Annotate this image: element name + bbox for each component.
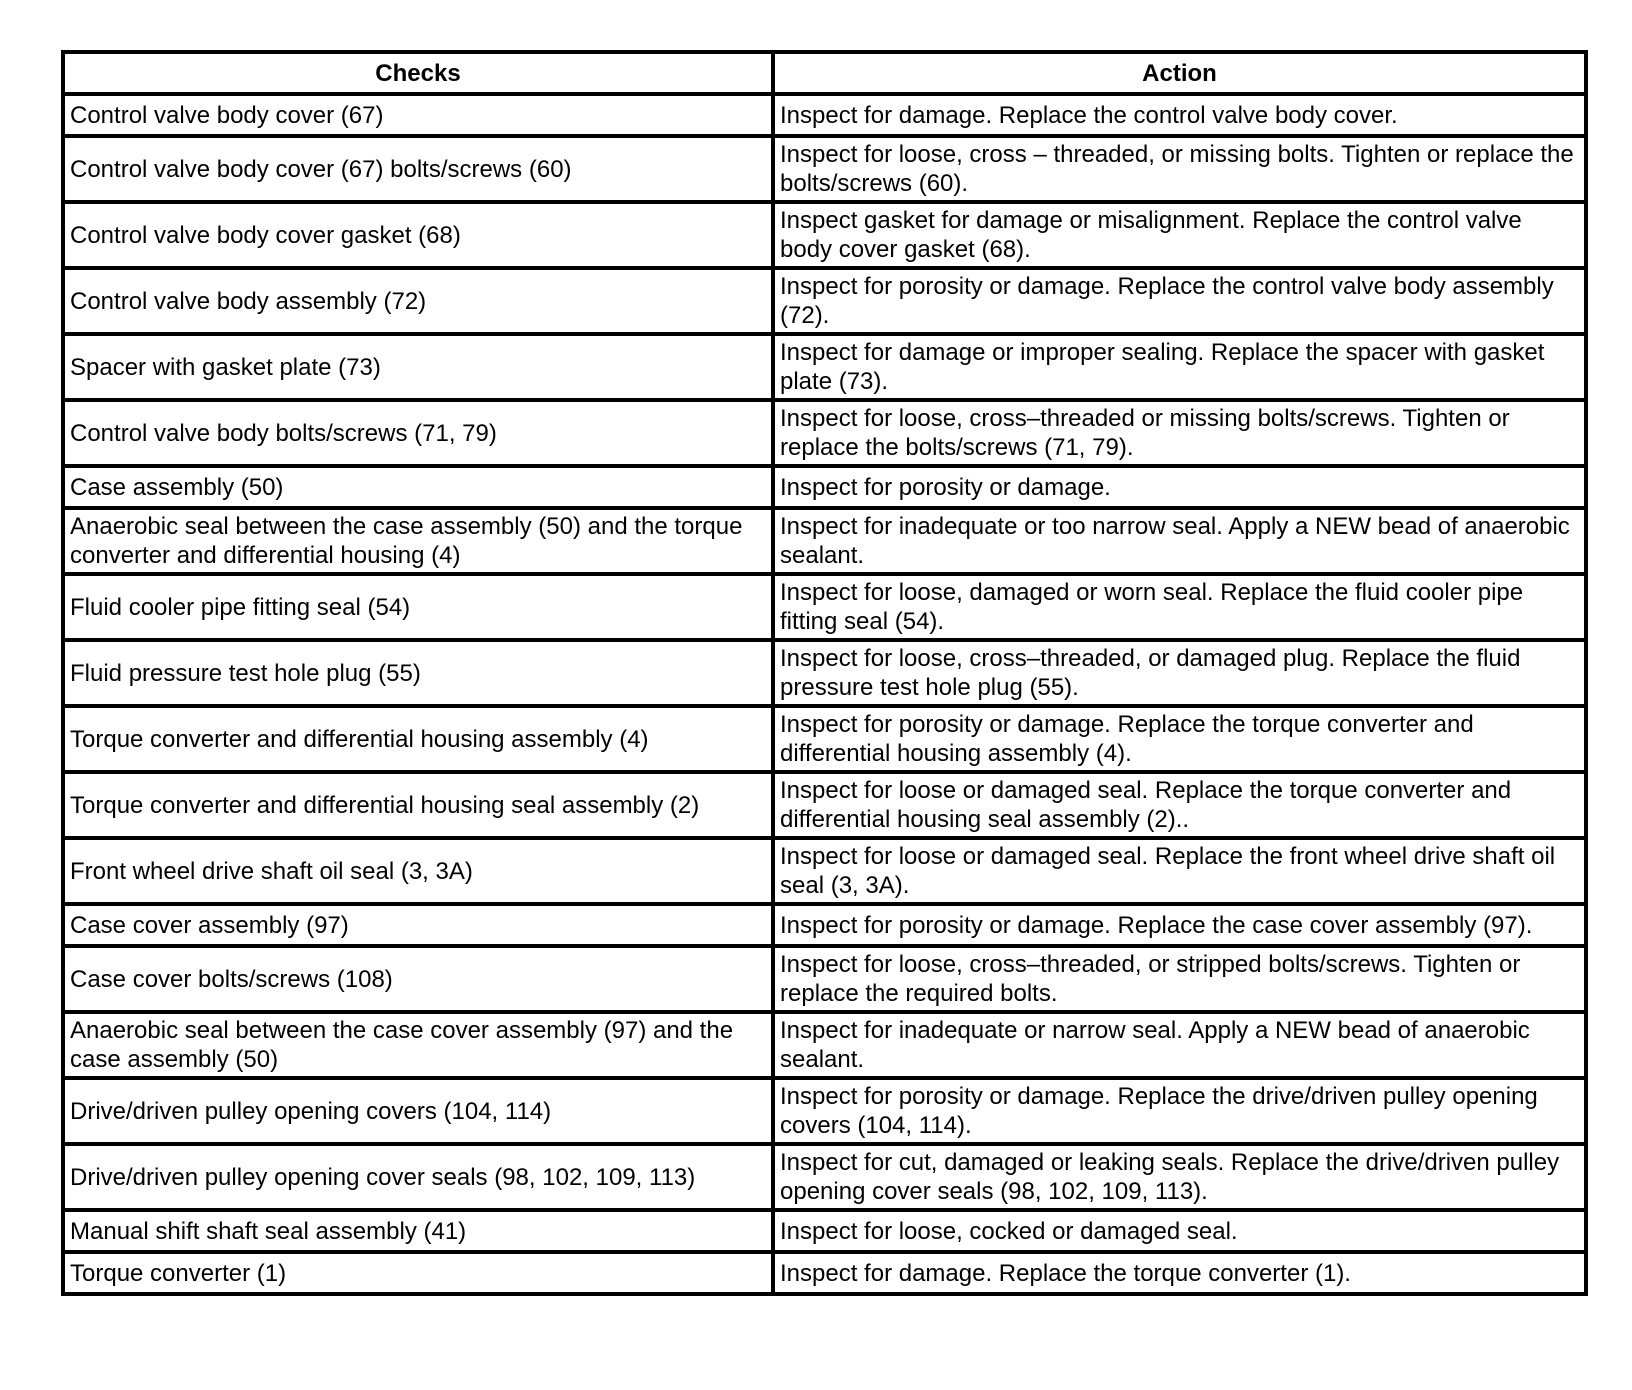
table-row [63, 640, 1586, 706]
action-cell: Inspect for porosity or damage. Replace the case cover assembly (97). [773, 904, 1586, 946]
action-cell: Inspect for loose, cross – threaded, or missing bolts. Tighten or replace the bolts/screws (60). [773, 136, 1586, 202]
table-row [63, 334, 1586, 400]
check-cell: Torque converter (1) [63, 1252, 773, 1294]
table-row [63, 94, 1586, 136]
check-cell: Spacer with gasket plate (73) [63, 334, 773, 400]
action-cell: Inspect for loose, cross–threaded, or stripped bolts/screws. Tighten or replace the required bolts. [773, 946, 1586, 1012]
action-cell: Inspect for porosity or damage. [773, 466, 1586, 508]
check-cell: Fluid cooler pipe fitting seal (54) [63, 574, 773, 640]
table-row [63, 1078, 1586, 1144]
action-cell: Inspect for damage. Replace the control valve body cover. [773, 94, 1586, 136]
action-cell: Inspect for cut, damaged or leaking seals. Replace the drive/driven pulley opening cover seals (98, 102, 109, 113). [773, 1144, 1586, 1210]
check-cell: Control valve body cover (67) bolts/screws (60) [63, 136, 773, 202]
table-row [63, 1144, 1586, 1210]
check-cell: Case cover bolts/screws (108) [63, 946, 773, 1012]
action-cell: Inspect for porosity or damage. Replace the control valve body assembly (72). [773, 268, 1586, 334]
check-cell: Case cover assembly (97) [63, 904, 773, 946]
check-cell: Control valve body cover gasket (68) [63, 202, 773, 268]
table-row [63, 772, 1586, 838]
check-cell: Case assembly (50) [63, 466, 773, 508]
check-cell: Torque converter and differential housing seal assembly (2) [63, 772, 773, 838]
table-row [63, 838, 1586, 904]
action-cell: Inspect for loose, cross–threaded or missing bolts/screws. Tighten or replace the bolts/screws (71, 79). [773, 400, 1586, 466]
table-row [63, 202, 1586, 268]
table-row [63, 706, 1586, 772]
action-cell: Inspect for inadequate or narrow seal. Apply a NEW bead of anaerobic sealant. [773, 1012, 1586, 1078]
action-cell: Inspect gasket for damage or misalignment. Replace the control valve body cover gasket (68). [773, 202, 1586, 268]
check-cell: Manual shift shaft seal assembly (41) [63, 1210, 773, 1252]
action-cell: Inspect for inadequate or too narrow seal. Apply a NEW bead of anaerobic sealant. [773, 508, 1586, 574]
table-row [63, 466, 1586, 508]
action-cell: Inspect for loose, damaged or worn seal. Replace the fluid cooler pipe fitting seal (54). [773, 574, 1586, 640]
table-row [63, 508, 1586, 574]
table-row [63, 136, 1586, 202]
check-cell: Front wheel drive shaft oil seal (3, 3A) [63, 838, 773, 904]
check-cell: Control valve body assembly (72) [63, 268, 773, 334]
table-row [63, 904, 1586, 946]
header-checks: Checks [63, 52, 773, 94]
check-cell: Torque converter and differential housing assembly (4) [63, 706, 773, 772]
check-cell: Drive/driven pulley opening covers (104, 114) [63, 1078, 773, 1144]
check-cell: Drive/driven pulley opening cover seals (98, 102, 109, 113) [63, 1144, 773, 1210]
checks-action-table [61, 50, 1588, 1296]
check-cell: Fluid pressure test hole plug (55) [63, 640, 773, 706]
check-cell: Control valve body cover (67) [63, 94, 773, 136]
action-cell: Inspect for loose or damaged seal. Replace the torque converter and differential housing seal assembly (2).. [773, 772, 1586, 838]
check-cell: Anaerobic seal between the case cover assembly (97) and the case assembly (50) [63, 1012, 773, 1078]
action-cell: Inspect for porosity or damage. Replace the torque converter and differential housing assembly (4). [773, 706, 1586, 772]
table-row [63, 1210, 1586, 1252]
check-cell: Anaerobic seal between the case assembly (50) and the torque converter and differential housing (4) [63, 508, 773, 574]
action-cell: Inspect for loose or damaged seal. Replace the front wheel drive shaft oil seal (3, 3A). [773, 838, 1586, 904]
table-row [63, 268, 1586, 334]
table-row [63, 1012, 1586, 1078]
action-cell: Inspect for porosity or damage. Replace the drive/driven pulley opening covers (104, 114). [773, 1078, 1586, 1144]
table-row [63, 574, 1586, 640]
action-cell: Inspect for loose, cocked or damaged seal. [773, 1210, 1586, 1252]
table-row [63, 400, 1586, 466]
table-row [63, 1252, 1586, 1294]
action-cell: Inspect for damage. Replace the torque converter (1). [773, 1252, 1586, 1294]
action-cell: Inspect for damage or improper sealing. Replace the spacer with gasket plate (73). [773, 334, 1586, 400]
header-action: Action [773, 52, 1586, 94]
table-header-row [63, 52, 1586, 94]
action-cell: Inspect for loose, cross–threaded, or damaged plug. Replace the fluid pressure test hole plug (55). [773, 640, 1586, 706]
check-cell: Control valve body bolts/screws (71, 79) [63, 400, 773, 466]
checks-action-table-container [61, 50, 1584, 1296]
table-row [63, 946, 1586, 1012]
